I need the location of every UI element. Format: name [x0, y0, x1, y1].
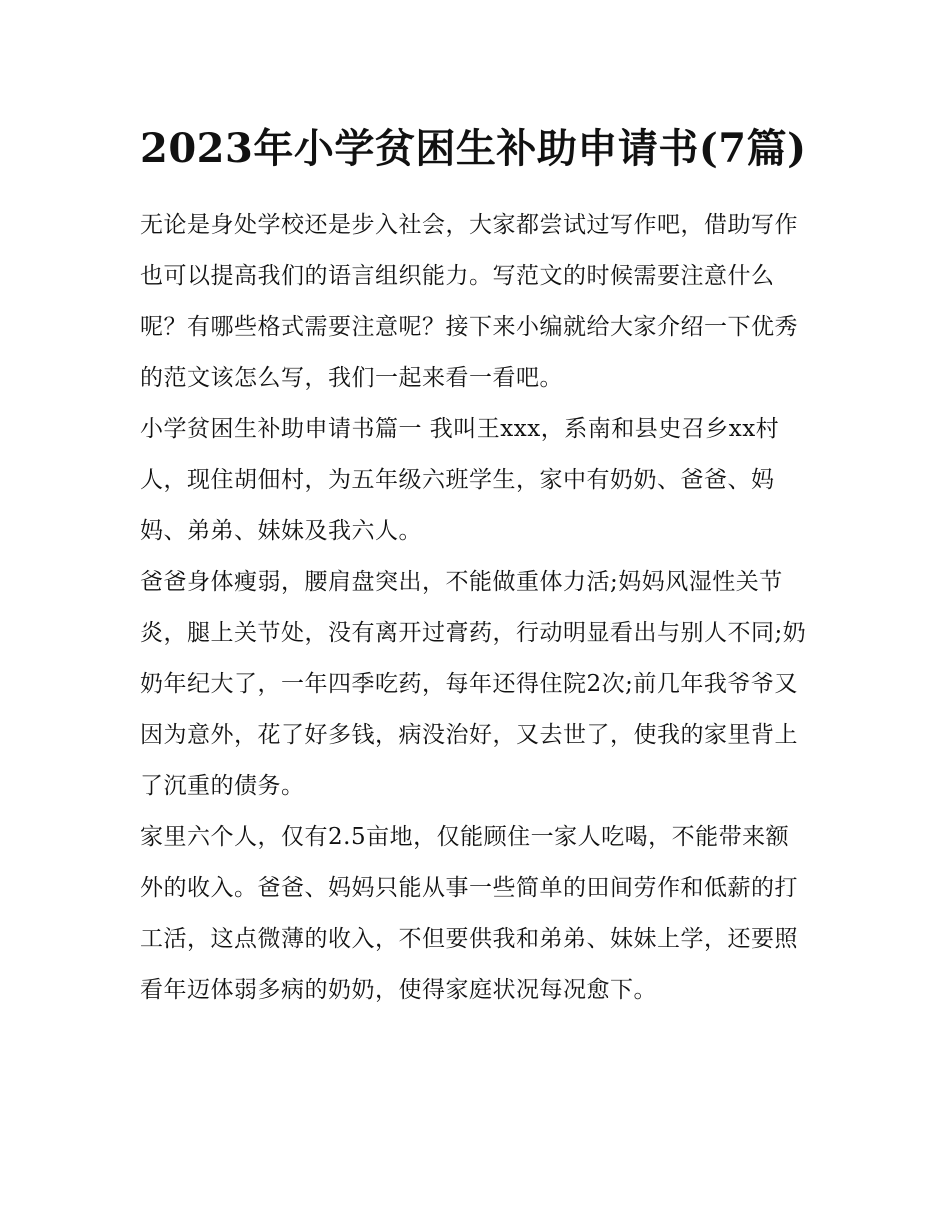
paragraph-family-health: 爸爸身体瘦弱，腰肩盘突出，不能做重体力活;妈妈风湿性关节炎，腿上关节处，没有离开过膏药，行动明显看出与别人不同;奶奶年纪大了，一年四季吃药，每年还得住院2次;前几年我爷爷又因为意外，花了好多钱，病没治好，又去世了，使我的家里背上了沉重的债务。	[140, 569, 807, 799]
paragraph-family-income: 家里六个人，仅有2.5亩地，仅能顾住一家人吃喝，不能带来额外的收入。爸爸、妈妈只能从事一些简单的田间劳作和低薪的打工活，这点微薄的收入，不但要供我和弟弟、妹妹上学，还要照看年迈体弱多病的奶奶，使得家庭状况每况愈下。	[140, 824, 798, 1003]
paragraph-applicant-info: 小学贫困生补助申请书篇一 我叫王xxx，系南和县史召乡xx村人，现住胡佃村，为五年级六班学生，家中有奶奶、爸爸、妈妈、弟弟、妹妹及我六人。	[140, 416, 780, 544]
paragraph-intro: 无论是身处学校还是步入社会，大家都尝试过写作吧，借助写作也可以提高我们的语言组织能力。写范文的时候需要注意什么呢？有哪些格式需要注意呢？接下来小编就给大家介绍一下优秀的范文该怎么写，我们一起来看一看吧。	[140, 212, 798, 391]
document-page	[140, 112, 812, 1016]
document-title: 2023年小学贫困生补助申请书(7篇)	[140, 125, 807, 172]
